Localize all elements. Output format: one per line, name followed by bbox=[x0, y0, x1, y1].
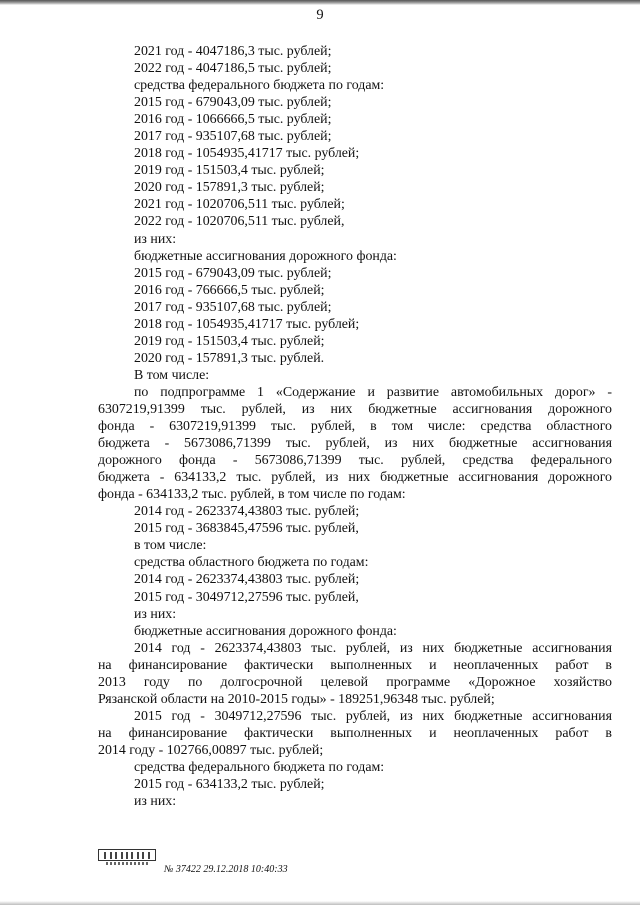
text-line: средства федерального бюджета по годам: bbox=[134, 78, 385, 94]
text-line: 2022 год - 1020706,511 тыс. рублей, bbox=[134, 214, 345, 230]
text-line: 2014 году - 102766,00897 тыс. рублей; bbox=[98, 742, 324, 758]
text-line: из них: bbox=[134, 606, 177, 622]
text-line: бюджетные ассигнования дорожного фонда: bbox=[134, 248, 397, 264]
text-line: 2019 год - 151503,4 тыс. рублей; bbox=[134, 333, 325, 349]
text-line: 2022 год - 4047186,5 тыс. рублей; bbox=[134, 61, 332, 77]
text-line: 2016 год - 766666,5 тыс. рублей; bbox=[134, 282, 325, 298]
text-line: бюджетные ассигнования дорожного фонда: bbox=[134, 623, 397, 639]
text-line: по подпрограмме 1 «Содержание и развитие автомобильных дорог» - bbox=[134, 384, 612, 400]
text-line: дорожного фонда - 5673086,71399 тыс. рублей, средства федерального bbox=[98, 453, 612, 469]
text-line: на финансирование фактически выполненных и неоплаченных работ в bbox=[98, 725, 612, 741]
registration-barcode-stamp bbox=[98, 849, 156, 861]
scan-top-edge bbox=[0, 0, 640, 5]
text-line: 2017 год - 935107,68 тыс. рублей; bbox=[134, 299, 332, 315]
text-line: 2014 год - 2623374,43803 тыс. рублей; bbox=[134, 572, 360, 588]
document-registration-id: № 37422 29.12.2018 10:40:33 bbox=[164, 864, 288, 875]
text-line: Рязанской области на 2010-2015 годы» - 189251,96348 тыс. рублей; bbox=[98, 691, 495, 707]
text-line: средства областного бюджета по годам: bbox=[134, 555, 369, 571]
text-line: фонда - 634133,2 тыс. рублей, в том числе по годам: bbox=[98, 487, 406, 503]
page-number: 9 bbox=[316, 7, 324, 23]
scan-bottom-edge bbox=[0, 901, 640, 905]
text-line: 2015 год - 3049712,27596 тыс. рублей, bbox=[134, 589, 359, 605]
text-line: 2017 год - 935107,68 тыс. рублей; bbox=[134, 129, 332, 145]
text-line: 2013 году по долгосрочной целевой программе «Дорожное хозяйство bbox=[98, 674, 612, 690]
text-line: бюджета - 5673086,71399 тыс. рублей, из них бюджетные ассигнования bbox=[98, 436, 612, 452]
text-line: 2018 год - 1054935,41717 тыс. рублей; bbox=[134, 146, 360, 162]
text-line: В том числе: bbox=[134, 367, 210, 383]
text-line: 2021 год - 1020706,511 тыс. рублей; bbox=[134, 197, 345, 213]
text-line: фонда - 6307219,91399 тыс. рублей, в том числе: средства областного bbox=[98, 419, 612, 435]
text-line: на финансирование фактически выполненных и неоплаченных работ в bbox=[98, 657, 612, 673]
text-line: 2020 год - 157891,3 тыс. рублей; bbox=[134, 180, 325, 196]
text-line: 2015 год - 3683845,47596 тыс. рублей, bbox=[134, 521, 359, 537]
text-line: 2015 год - 3049712,27596 тыс. рублей, из них бюджетные ассигнования bbox=[134, 708, 612, 724]
text-line: 2014 год - 2623374,43803 тыс. рублей, из них бюджетные ассигнования bbox=[134, 640, 612, 656]
text-line: средства федерального бюджета по годам: bbox=[134, 759, 385, 775]
text-line: 2018 год - 1054935,41717 тыс. рублей; bbox=[134, 316, 360, 332]
stamp-underline bbox=[106, 862, 150, 865]
text-line: 2014 год - 2623374,43803 тыс. рублей; bbox=[134, 504, 360, 520]
document-body bbox=[98, 43, 612, 810]
text-line: в том числе: bbox=[134, 538, 207, 554]
text-line: 2015 год - 679043,09 тыс. рублей; bbox=[134, 265, 332, 281]
text-line: 2015 год - 634133,2 тыс. рублей; bbox=[134, 777, 325, 793]
text-line: из них: bbox=[134, 231, 177, 247]
text-line: 2021 год - 4047186,3 тыс. рублей; bbox=[134, 44, 332, 59]
text-line: 6307219,91399 тыс. рублей, из них бюджетные ассигнования дорожного bbox=[98, 401, 612, 417]
text-line: 2019 год - 151503,4 тыс. рублей; bbox=[134, 163, 325, 179]
text-line: 2020 год - 157891,3 тыс. рублей. bbox=[134, 350, 325, 366]
text-line: 2016 год - 1066666,5 тыс. рублей; bbox=[134, 112, 332, 128]
text-line: 2015 год - 679043,09 тыс. рублей; bbox=[134, 95, 332, 111]
text-line: бюджета - 634133,2 тыс. рублей, из них бюджетные ассигнования дорожного bbox=[98, 470, 612, 486]
text-line: из них: bbox=[134, 794, 177, 810]
